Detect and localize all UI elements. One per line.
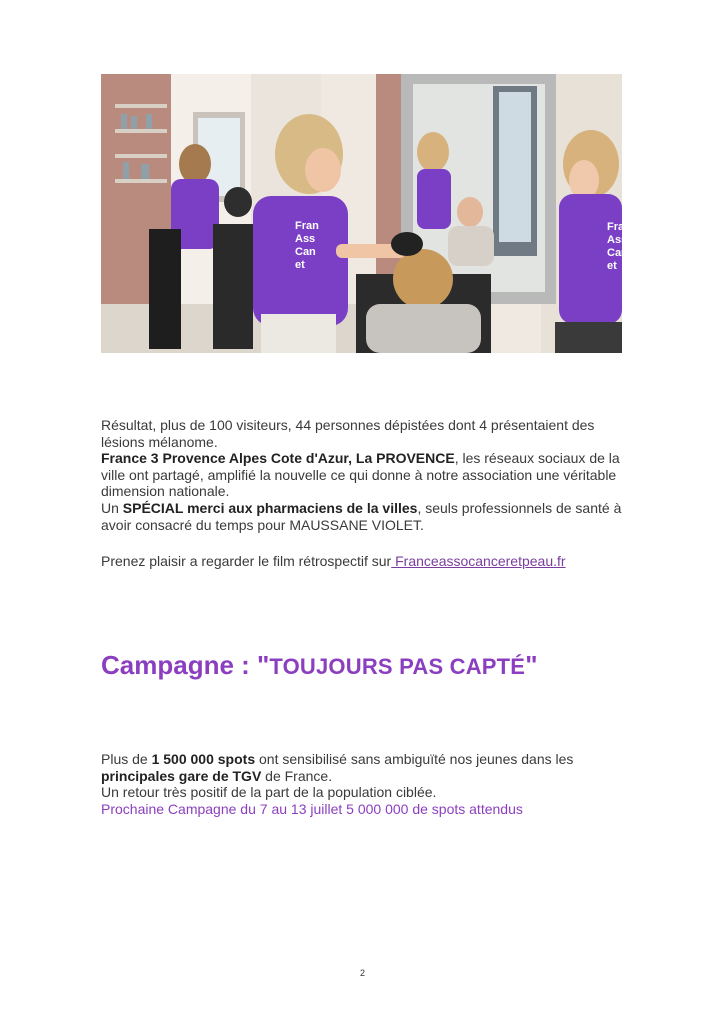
shirt-text-line: Fran	[607, 221, 631, 233]
media-text: , les réseaux sociaux de la ville ont partagé, amplifié la nouvelle ce qui donne à notre association une véritable dimension nationale.	[101, 450, 620, 500]
feedback-text: Un retour très positif de la part de la population ciblée.	[101, 784, 437, 801]
results-text: Résultat, plus de 100 visiteurs, 44 personnes dépistées dont 4 présentaient des lésions mélanome.	[101, 417, 595, 450]
thanks-text: , seuls professionnels de santé à avoir consacré du temps pour MAUSSANE VIOLET.	[101, 499, 622, 533]
thanks-prefix: Un	[101, 499, 123, 516]
spots-count: 1 500 000 spots	[151, 751, 256, 767]
hair-salon-photo	[101, 74, 631, 353]
heading-caps: TOUJOURS PAS CAPTÉ	[269, 654, 526, 679]
shirt-text-line: et	[607, 260, 617, 272]
shirt-text-line: Can	[295, 246, 316, 258]
shirt-text-line: Fran	[295, 220, 319, 232]
campaign-paragraph	[101, 751, 626, 817]
thanks-bold: SPÉCIAL merci aux pharmaciens de la villes	[122, 499, 418, 516]
shirt-text-line: et	[295, 259, 305, 271]
spots-text: ont sensibilisé sans ambiguïté nos jeunes dans les	[255, 751, 574, 767]
campaign-heading	[101, 650, 538, 681]
heading-suffix: "	[525, 650, 538, 680]
film-text: Prenez plaisir a regarder le film rétrospectif sur	[101, 553, 392, 569]
results-paragraph	[101, 417, 626, 533]
shirt-text-line: Can	[607, 247, 628, 259]
film-paragraph	[101, 553, 626, 570]
spots-prefix: Plus de	[101, 751, 152, 767]
website-link[interactable]: Franceassocanceretpeau.fr	[391, 553, 566, 569]
media-names: France 3 Provence Alpes Cote d'Azur, La PROVENCE	[101, 450, 455, 467]
stations-bold: principales gare de TGV	[101, 767, 262, 784]
shirt-text-line: Ass	[295, 233, 316, 245]
shirt-text-line: Ass	[607, 234, 628, 246]
stations-text: de France.	[261, 767, 333, 784]
page-number: 2	[359, 968, 365, 978]
next-campaign-text: Prochaine Campagne du 7 au 13 juillet 5 000 000 de spots attendus	[101, 800, 523, 817]
heading-prefix: Campagne : "	[101, 650, 270, 680]
